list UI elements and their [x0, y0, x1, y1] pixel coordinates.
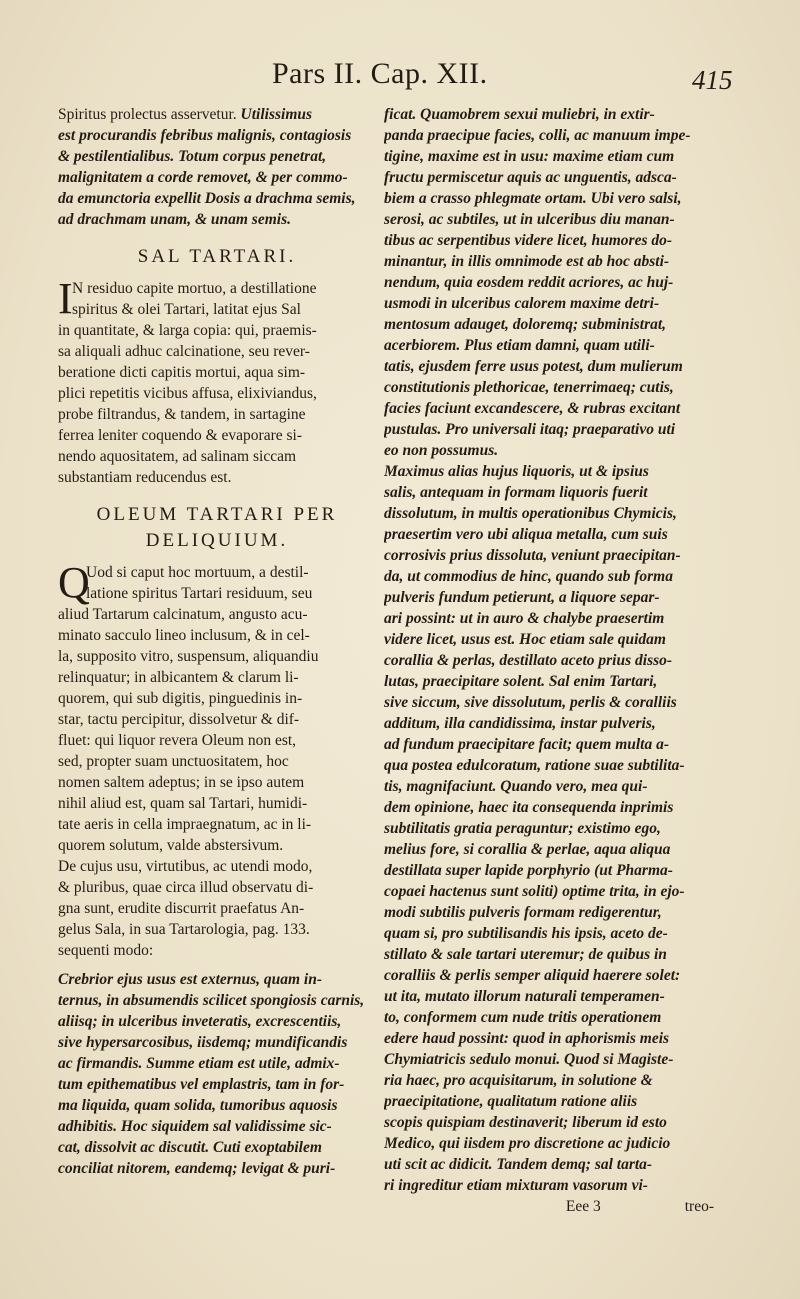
- text-line: spiritus & olei Tartari, latitat ejus Sal: [72, 301, 301, 318]
- text-line: ma liquida, quam solida, tumoribus aquosis: [58, 1097, 338, 1114]
- italic-text: & pestilentialibus. Totum corpus penetrat,: [58, 148, 327, 165]
- text-line: conciliat nitorem, eandemq; levigat & puri-: [58, 1160, 336, 1177]
- text-line: corrosivis prius dissoluta, veniunt praecipitan-: [384, 547, 681, 564]
- italic-text: ad drachmam unam, & unam semis.: [58, 211, 291, 228]
- text-line: [58, 167, 376, 188]
- text-line: fructu permiscetur aquis ac unguentis, adsca-: [384, 169, 677, 186]
- text-line: quam si, pro subtilisandis his ipsis, aceto de-: [384, 925, 668, 942]
- text-line: tum epithematibus vel emplastris, tam in for-: [58, 1076, 345, 1093]
- text-line: Chymiatricis sedulo monui. Quod si Magiste-: [384, 1051, 674, 1068]
- text-line: sive hypersarcosibus, iisdemq; mundificandis: [58, 1034, 348, 1051]
- text-line: probe filtrandus, & tandem, in sartagine: [58, 406, 306, 423]
- section-heading-sal-tartari: SAL TARTARI.: [137, 246, 297, 267]
- text-line: tigine, maxime est in usu: maxime etiam cum: [384, 148, 675, 165]
- italic-text: Utilissimus: [240, 106, 313, 123]
- text-line: De cujus usu, virtutibus, ac utendi modo,: [58, 858, 313, 875]
- text-line: ut ita, mutato illorum naturali temperamen-: [384, 988, 665, 1005]
- text-line: sa aliquali adhuc calcinatione, seu rever-: [58, 343, 310, 360]
- text-line: [58, 125, 376, 146]
- right-column: [384, 104, 714, 1217]
- text-line: plici repetitis vicibus affusa, elixiviandus,: [58, 385, 317, 402]
- text-line: destillata super lapide porphyrio (ut Pharma-: [384, 862, 673, 879]
- text-line: nendo aquositatem, ad salinam siccam: [58, 448, 297, 465]
- page-number: 415: [692, 65, 733, 95]
- text-line: Uod si caput hoc mortuum, a destil-: [86, 564, 309, 581]
- text-line: to, conformem cum nude tritis operationem: [384, 1009, 662, 1026]
- text-line: [58, 209, 376, 230]
- signature-mark: Eee 3: [565, 1198, 601, 1215]
- text-line: corallia & perlas, destillato aceto prius disso-: [384, 652, 673, 669]
- text-line: usmodi in ulceribus calorem maxime detri-: [384, 295, 660, 312]
- text-line: Crebrior ejus usus est externus, quam in-: [58, 971, 322, 988]
- section-heading-deliquium: DELIQUIUM.: [145, 530, 289, 551]
- italic-text: est procurandis febribus malignis, contagiosis: [58, 127, 352, 144]
- text-line: la, supposito vitro, suspensum, aliquandiu: [58, 648, 319, 665]
- intro-paragraph: [58, 104, 376, 230]
- text-line: nendum, quia eosdem reddit acriores, ac huj-: [384, 274, 674, 291]
- text-line: edere haud possint: quod in aphorismis meis: [384, 1030, 670, 1047]
- text-line: adhibitis. Hoc siquidem sal validissime sic-: [58, 1118, 332, 1135]
- text-line: uti scit ac didicit. Tandem demq; sal tarta-: [384, 1156, 653, 1173]
- text-line: sive siccum, sive dissolutum, perlis & coralliis: [384, 694, 677, 711]
- catchword: treo-: [684, 1198, 714, 1215]
- text-line: [58, 104, 376, 125]
- text-line: nomen saltem adeptus; in se ipso autem: [58, 774, 305, 791]
- text-line: pulveris fundum petierunt, a liquore separ-: [384, 589, 660, 606]
- oleum-tartari-paragraph: [58, 558, 376, 961]
- body-paragraph: [384, 461, 714, 1196]
- text-line: Medico, qui iisdem pro discretione ac judicio: [384, 1135, 671, 1152]
- page-footer: [384, 1196, 714, 1217]
- text-line: aliisq; in ulceribus inveteratis, excrescentiis,: [58, 1013, 342, 1030]
- text-line: biem a crasso phlegmate ortam. Ubi vero salsi,: [384, 190, 682, 207]
- text-line: panda praecipue facies, colli, ac manuum impe-: [384, 127, 691, 144]
- text-line: nihil aliud est, quam sal Tartari, humidi-: [58, 795, 308, 812]
- text-line: fluet: qui liquor revera Oleum non est,: [58, 732, 297, 749]
- text-line: ac firmandis. Summe etiam est utile, admix-: [58, 1055, 340, 1072]
- running-head: Pars II. Cap. XII.: [272, 57, 488, 90]
- text-line: salis, antequam in formam liquoris fuerit: [384, 484, 648, 501]
- text-line: ari possint: ut in auro & chalybe praesertim: [384, 610, 665, 627]
- text-line: videre licet, usus est. Hoc etiam sale quidam: [384, 631, 666, 648]
- text-line: in quantitate, & larga copia: qui, praemis-: [58, 322, 317, 339]
- text-line: constitutionis plethoricae, tenerrimaeq; cutis,: [384, 379, 674, 396]
- text-line: dissolutum, in multis operationibus Chymicis,: [384, 505, 677, 522]
- text-line: star, tactu percipitur, dissolvetur & dif-: [58, 711, 300, 728]
- text-line: Maximus alias hujus liquoris, ut & ipsius: [384, 463, 649, 480]
- text-line: ri ingreditur etiam mixturam vasorum vi-: [384, 1177, 648, 1194]
- left-column: [58, 104, 376, 1179]
- italic-text: malignitatem a corde removet, & per commo-: [58, 169, 348, 186]
- text-line: gna sunt, erudite discurrit praefatus An-: [58, 900, 305, 917]
- text-line: mentosum adauget, doloremq; subministrat,: [384, 316, 667, 333]
- text-line: quorem, qui sub digitis, pinguedinis in-: [58, 690, 303, 707]
- text-line: scopis quispiam destinaverit; liberum id esto: [384, 1114, 667, 1131]
- text-line: tibus ac serpentibus videre licet, humores do-: [384, 232, 673, 249]
- text-line: ficat. Quamobrem sexui muliebri, in extir-: [384, 106, 655, 123]
- text-line: N residuo capite mortuo, a destillatione: [72, 280, 317, 297]
- text-line: facies faciunt excandescere, & rubras excitant: [384, 400, 681, 417]
- text-line: sed, propter suam unctuositatem, hoc: [58, 753, 289, 770]
- drop-cap: I: [58, 274, 73, 323]
- text-line: gelus Sala, in sua Tartarologia, pag. 133.: [58, 921, 310, 938]
- text-line: dem opinione, haec ita consequenda inprimis: [384, 799, 674, 816]
- text-line: coralliis & perlis semper aliquid haerere solet:: [384, 967, 681, 984]
- text-line: beratione dicti capitis mortui, aqua sim-: [58, 364, 306, 381]
- text-line: acerbiorem. Plus etiam damni, quam utili-: [384, 337, 655, 354]
- text-line: tatis, ejusdem ferre usus potest, dum mulierum: [384, 358, 683, 375]
- text-line: tate aeris in cella impraegnatum, ac in li-: [58, 816, 312, 833]
- text-line: qua postea edulcoratum, ratione suae subtilita-: [384, 757, 685, 774]
- text-line: & pluribus, quae circa illud observatu di-: [58, 879, 314, 896]
- text-line: tis, magnifaciunt. Quando vero, mea qui-: [384, 778, 648, 795]
- text-line: relinquatur; in albicantem & clarum li-: [58, 669, 299, 686]
- text-line: serosi, ac subtiles, ut in ulceribus diu manan-: [384, 211, 675, 228]
- text-line: minantur, in illis omnimode est ab hoc absti-: [384, 253, 670, 270]
- sal-tartari-paragraph: [58, 274, 376, 488]
- quoted-passage: [58, 969, 376, 1179]
- text-line: latione spiritus Tartari residuum, seu: [86, 585, 313, 602]
- italic-text: da emunctoria expellit Dosis a drachma semis,: [58, 190, 356, 207]
- text-line: [58, 188, 376, 209]
- section-heading-oleum: OLEUM TARTARI PER: [96, 504, 338, 525]
- text-line: pustulas. Pro universali itaq; praeparativo uti: [384, 421, 676, 438]
- text-line: [58, 146, 376, 167]
- text-line: praesertim vero ubi aliqua metalla, cum suis: [384, 526, 668, 543]
- text-line: melius fore, si corallia & perlae, aqua aliqua: [384, 841, 671, 858]
- drop-cap: Q: [58, 558, 90, 607]
- text-line: praecipitatione, qualitatum ratione aliis: [384, 1093, 638, 1110]
- text-line: subtilitatis gratia peraguntur; existimo ego,: [384, 820, 661, 837]
- text-line: ferrea leniter coquendo & evaporare si-: [58, 427, 302, 444]
- text-line: da, ut commodius de hinc, quando sub forma: [384, 568, 673, 585]
- text-line: ternus, in absumendis scilicet spongiosis carnis,: [58, 992, 365, 1009]
- text-line: copaei hactenus sunt soliti) optime trita, in ejo-: [384, 883, 685, 900]
- body-paragraph: [384, 104, 714, 461]
- text-line: eo non possumus.: [384, 442, 499, 459]
- text-line: sequenti modo:: [58, 942, 154, 959]
- text-line: stillato & sale tartari uteremur; de quibus in: [384, 946, 667, 963]
- roman-text: Spiritus prolectus asservetur.: [58, 106, 241, 123]
- text-line: aliud Tartarum calcinatum, angusto acu-: [58, 606, 308, 623]
- text-line: cat, dissolvit ac discutit. Cuti exoptabilem: [58, 1139, 322, 1156]
- page-header: [0, 54, 800, 104]
- text-line: ad fundum praecipitare facit; quem multa a-: [384, 736, 670, 753]
- text-line: ria haec, pro acquisitarum, in solutione &: [384, 1072, 653, 1089]
- text-line: modi subtilis pulveris formam redigerentur,: [384, 904, 662, 921]
- text-line: lutas, praecipitare solent. Sal enim Tartari,: [384, 673, 658, 690]
- text-line: additum, illa candidissima, instar pulveris,: [384, 715, 656, 732]
- text-line: minato sacculo lineo inclusum, & in cel-: [58, 627, 310, 644]
- text-line: quorem solutum, valde abstersivum.: [58, 837, 284, 854]
- text-line: substantiam reducendus est.: [58, 469, 232, 486]
